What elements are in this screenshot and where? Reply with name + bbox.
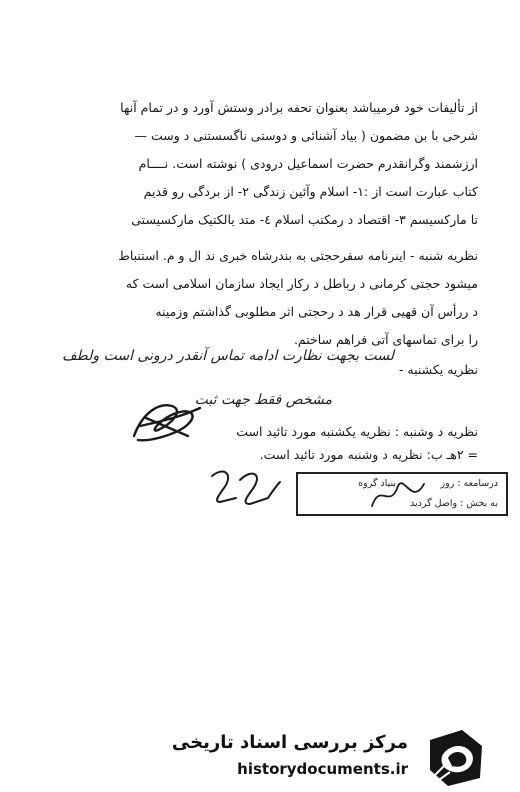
stamp-line-2: بنیاد گروه xyxy=(358,478,396,489)
doc-line-4: کتاب عبارت است از :۱- اسلام وآئین زندگی ۲- از بردگی رو قدیم xyxy=(143,184,478,199)
stamp-line-1: درسامعه : روز xyxy=(440,478,498,489)
stamp-line-3: به بخش : واصل گردید xyxy=(409,498,498,509)
doc-line-9: را برای تماسهای آتی فراهم ساختم. xyxy=(293,332,478,347)
archive-website: historydocuments.ir xyxy=(237,760,408,778)
doc-line-7: میشود حجتی کرمانی د رباطل د رکار ایجاد سازمان اسلامی است که xyxy=(125,276,478,291)
doc-line-12: = ۲هـ ب: نظریه د وشنبه مورد تائید است. xyxy=(259,447,478,462)
handwritten-note-1: لست بجهت نظارت ادامه تماس آنقدر درونی است ولطف xyxy=(62,348,394,364)
doc-line-6: نظریه شنبه - اینرنامه سفرحجتی به بندرشاه خبری ند ال و م. استنباط xyxy=(118,248,478,263)
archive-org-name: مرکز بررسی اسناد تاریخی xyxy=(171,732,408,753)
stamp-scribble xyxy=(368,476,428,514)
archive-footer xyxy=(0,722,520,792)
received-stamp xyxy=(296,472,508,516)
handwritten-note-2: مشخص فقط جهت ثبت xyxy=(194,392,332,408)
doc-line-2: شرحی با بن مضمون ( بیاد آشنائی و دوستی ناگسستنی د وست — xyxy=(134,128,478,143)
doc-line-3: ارزشمند وگرانقدرم حضرت اسماعیل درودی ) نوشته است. نــــام xyxy=(138,156,478,171)
signature-scribble xyxy=(128,396,206,448)
doc-line-11: نظریه د وشنبه : نظریه یکشنبه مورد تائید است xyxy=(236,424,478,439)
archive-logo-icon xyxy=(422,726,490,790)
doc-line-10: نظریه یکشنبه - xyxy=(398,362,478,377)
doc-line-8: د ررأس آن قهیی قرار هد د رحجتی اثر مطلوبی گذاشتم وزمینه xyxy=(155,304,478,319)
doc-line-1: از تألیفات خود فرمیباشد بعنوان تحفه برادر وستش آورد و در تمام آنها xyxy=(120,100,478,115)
doc-line-5: تا مارکسیسم ۳- اقتصاد د رمکتب اسلام ٤- متد یالکتیک مارکسیستی xyxy=(131,212,478,227)
handwritten-page-number xyxy=(206,462,282,510)
